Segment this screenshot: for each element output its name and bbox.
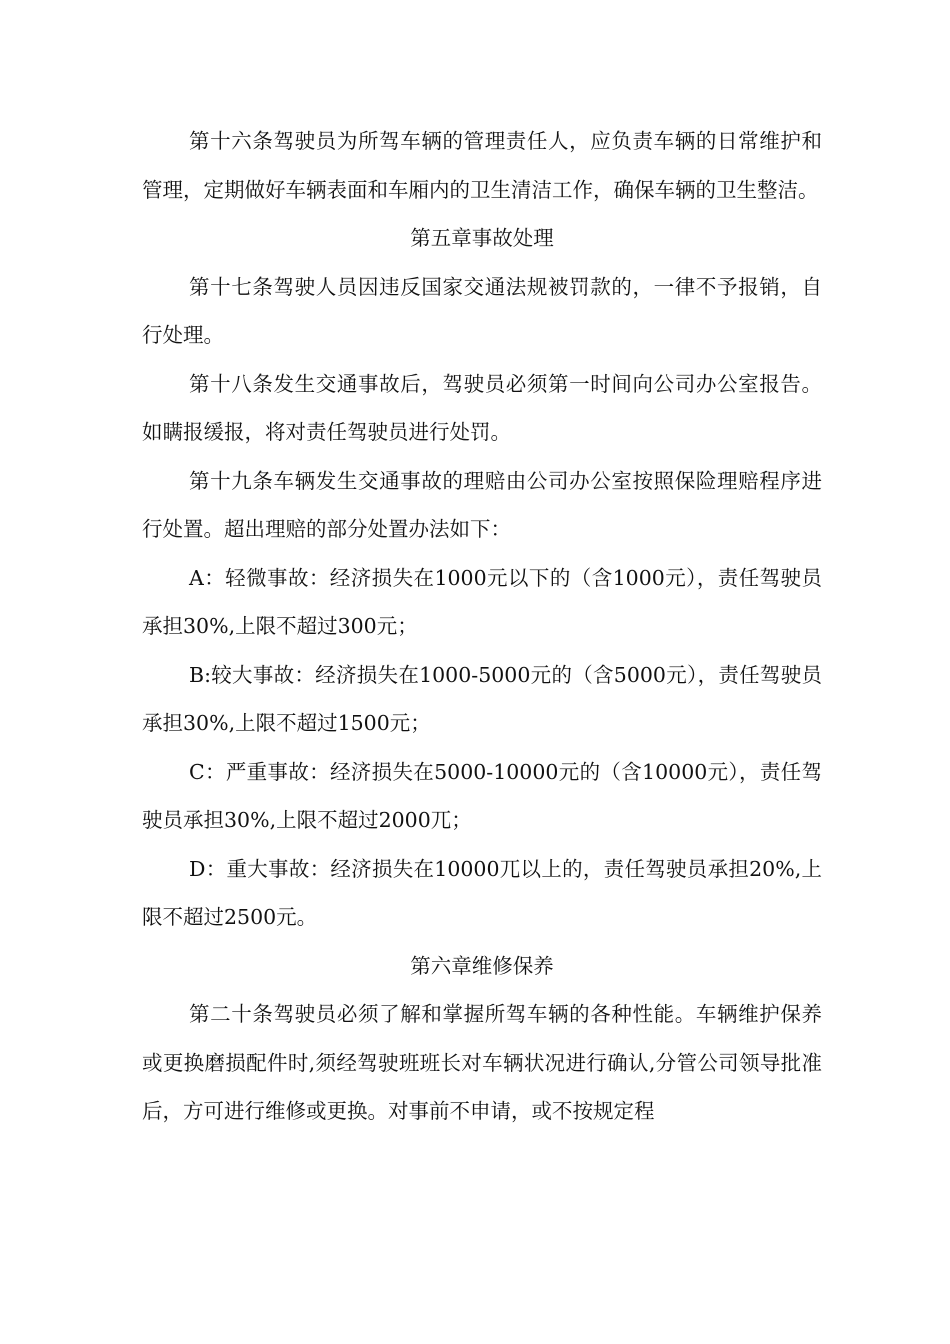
- article-16-paragraph: 第十六条驾驶员为所驾车辆的管理责任人，应负责车辆的日常维护和管理，定期做好车辆表面和车厢内的卫生清洁工作，确保车辆的卫生整洁。: [142, 129, 822, 202]
- article-20-paragraph: 第二十条驾驶员必须了解和掌握所驾车辆的各种性能。车辆维护保养或更换磨损配件时,须经驾驶班班长对车辆状况进行确认,分管公司领导批准后，方可进行维修或更换。对事前不申请，或不按规定程: [142, 1002, 822, 1123]
- article-17-paragraph: 第十七条驾驶人员因违反国家交通法规被罚款的，一律不予报销，自行处理。: [142, 274, 822, 347]
- item-d-paragraph: D：重大事故：经济损失在10000兀以上的，责任驾驶员承担20%,上限不超过2500元。: [142, 856, 822, 929]
- document-body: [142, 117, 822, 1136]
- item-c-paragraph: C：严重事故：经济损失在5000-10000元的（含10000元），责任驾驶员承担30%,上限不超过2000兀；: [142, 759, 822, 832]
- item-a-paragraph: A：轻微事故：经济损失在1000元以下的（含1000元），责任驾驶员承担30%,上限不超过300元；: [142, 565, 822, 638]
- article-18-paragraph: 第十八条发生交通事故后，驾驶员必须第一时间向公司办公室报告。如瞒报缓报，将对责任驾驶员进行处罚。: [142, 371, 822, 444]
- item-b-paragraph: B:较大事故：经济损失在1000-5000元的（含5000元），责任驾驶员承担30%,上限不超过1500元；: [142, 662, 822, 735]
- chapter-6-heading: 第六章维修保养: [410, 953, 554, 978]
- article-19-paragraph: 第十九条车辆发生交通事故的理赔由公司办公室按照保险理赔程序进行处置。超出理赔的部分处置办法如下：: [142, 468, 822, 541]
- chapter-5-heading: 第五章事故处理: [410, 226, 554, 250]
